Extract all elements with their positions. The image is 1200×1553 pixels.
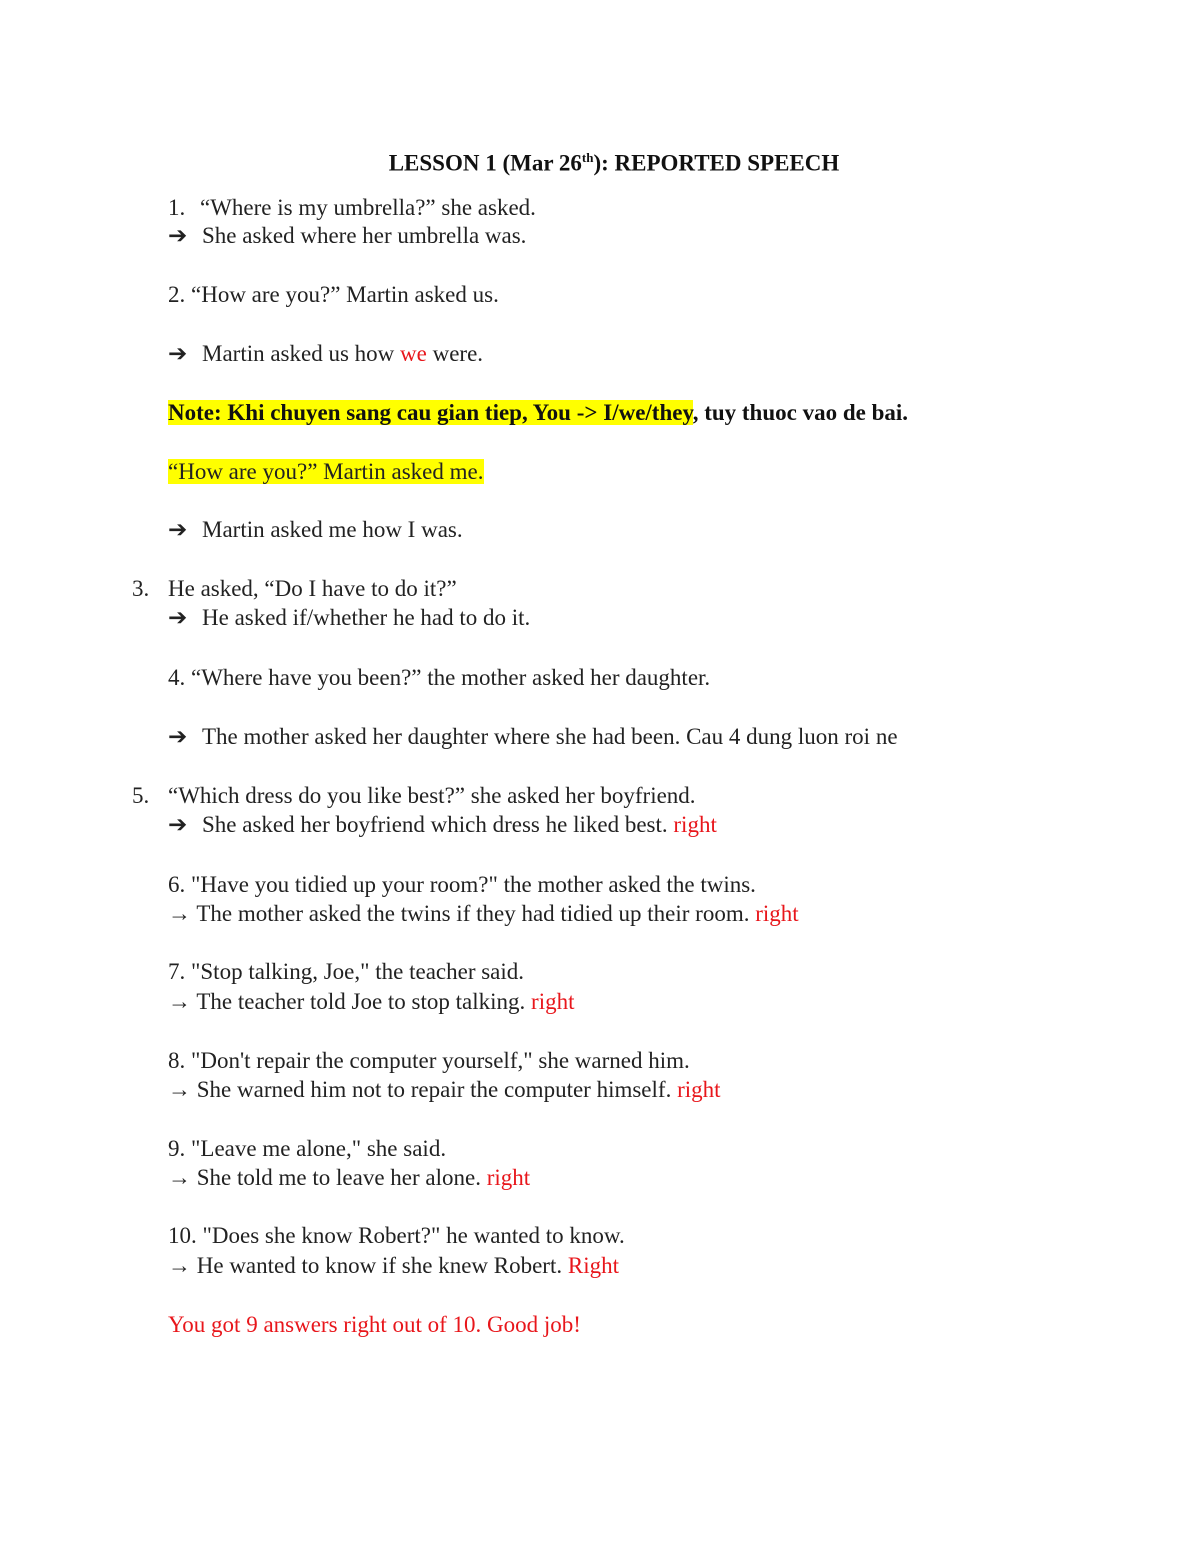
answer-4 [168,722,898,752]
answer-text: → She warned him not to repair the computer himself. [168,1077,678,1102]
answer-3 [168,603,530,633]
question-5 [132,781,696,811]
note [168,398,908,428]
grade-mark: right [755,901,799,926]
answer-text: He asked if/whether he had to do it. [202,605,531,630]
answer-5 [168,810,717,840]
question-10: 10. "Does she know Robert?" he wanted to know. [168,1223,625,1248]
grade-mark: right [531,989,575,1014]
answer-2 [168,339,483,369]
question-7: 7. "Stop talking, Joe," the teacher said. [168,959,525,984]
example-question [168,457,484,487]
grade-mark: right [677,1077,721,1102]
answer-10 [168,1251,619,1281]
answer-text-end: were. [426,341,484,366]
question-text: “Where is my umbrella?” she asked. [200,195,536,220]
title-text: LESSON 1 (Mar 26 [388,150,582,176]
question-text: “Which dress do you like best?” she asked her boyfriend. [168,783,696,808]
arrow-icon: ➔ [168,223,188,248]
note-highlight: Note: Khi chuyen sang cau gian tiep, You -> I/we/they [168,400,693,425]
arrow-icon: ➔ [168,605,188,630]
question-number: 3. [132,576,150,601]
question-text: He asked, “Do I have to do it?” [168,576,457,601]
question-9: 9. "Leave me alone," she said. [168,1136,447,1161]
answer-text: Martin asked us how [202,341,401,366]
title-superscript: th [581,150,594,165]
answer-text: → He wanted to know if she knew Robert. [168,1253,568,1278]
answer-text: → She told me to leave her alone. [168,1165,487,1190]
answer-text: → The mother asked the twins if they had tidied up their room. [168,901,756,926]
answer-6 [168,899,799,929]
result-summary: You got 9 answers right out of 10. Good job! [168,1312,581,1337]
question-6: 6. "Have you tidied up your room?" the mother asked the twins. [168,872,756,897]
note-rest: , tuy thuoc vao de bai. [692,400,909,425]
question-number: 5. [132,783,150,808]
example-answer [168,515,463,545]
answer-text: The mother asked her daughter where she had been. Cau 4 dung luon roi ne [202,724,898,749]
question-2: 2. “How are you?” Martin asked us. [168,282,499,307]
question-number: 1. [168,195,186,220]
page-title [0,143,1200,179]
grade-mark: Right [567,1253,619,1278]
answer-9 [168,1163,530,1193]
grade-mark: right [486,1165,531,1190]
answer-text: She asked where her umbrella was. [202,223,527,248]
highlighted-word: we [400,341,427,366]
grade-mark: right [673,812,717,837]
title-tail: ): REPORTED SPEECH [593,150,840,176]
arrow-icon: ➔ [168,517,188,542]
answer-text: Martin asked me how I was. [202,517,463,542]
example-text: “How are you?” Martin asked me. [168,459,484,484]
answer-text: → The teacher told Joe to stop talking. [168,989,532,1014]
arrow-icon: ➔ [168,724,188,749]
question-1 [168,193,536,223]
question-3 [132,574,457,604]
answer-7 [168,987,574,1017]
arrow-icon: ➔ [168,812,188,837]
question-8: 8. "Don't repair the computer yourself," she warned him. [168,1048,690,1073]
answer-8 [168,1075,721,1105]
arrow-icon: ➔ [168,341,188,366]
answer-text: She asked her boyfriend which dress he liked best. [202,812,674,837]
question-4: 4. “Where have you been?” the mother asked her daughter. [168,665,711,690]
answer-1 [168,221,526,251]
